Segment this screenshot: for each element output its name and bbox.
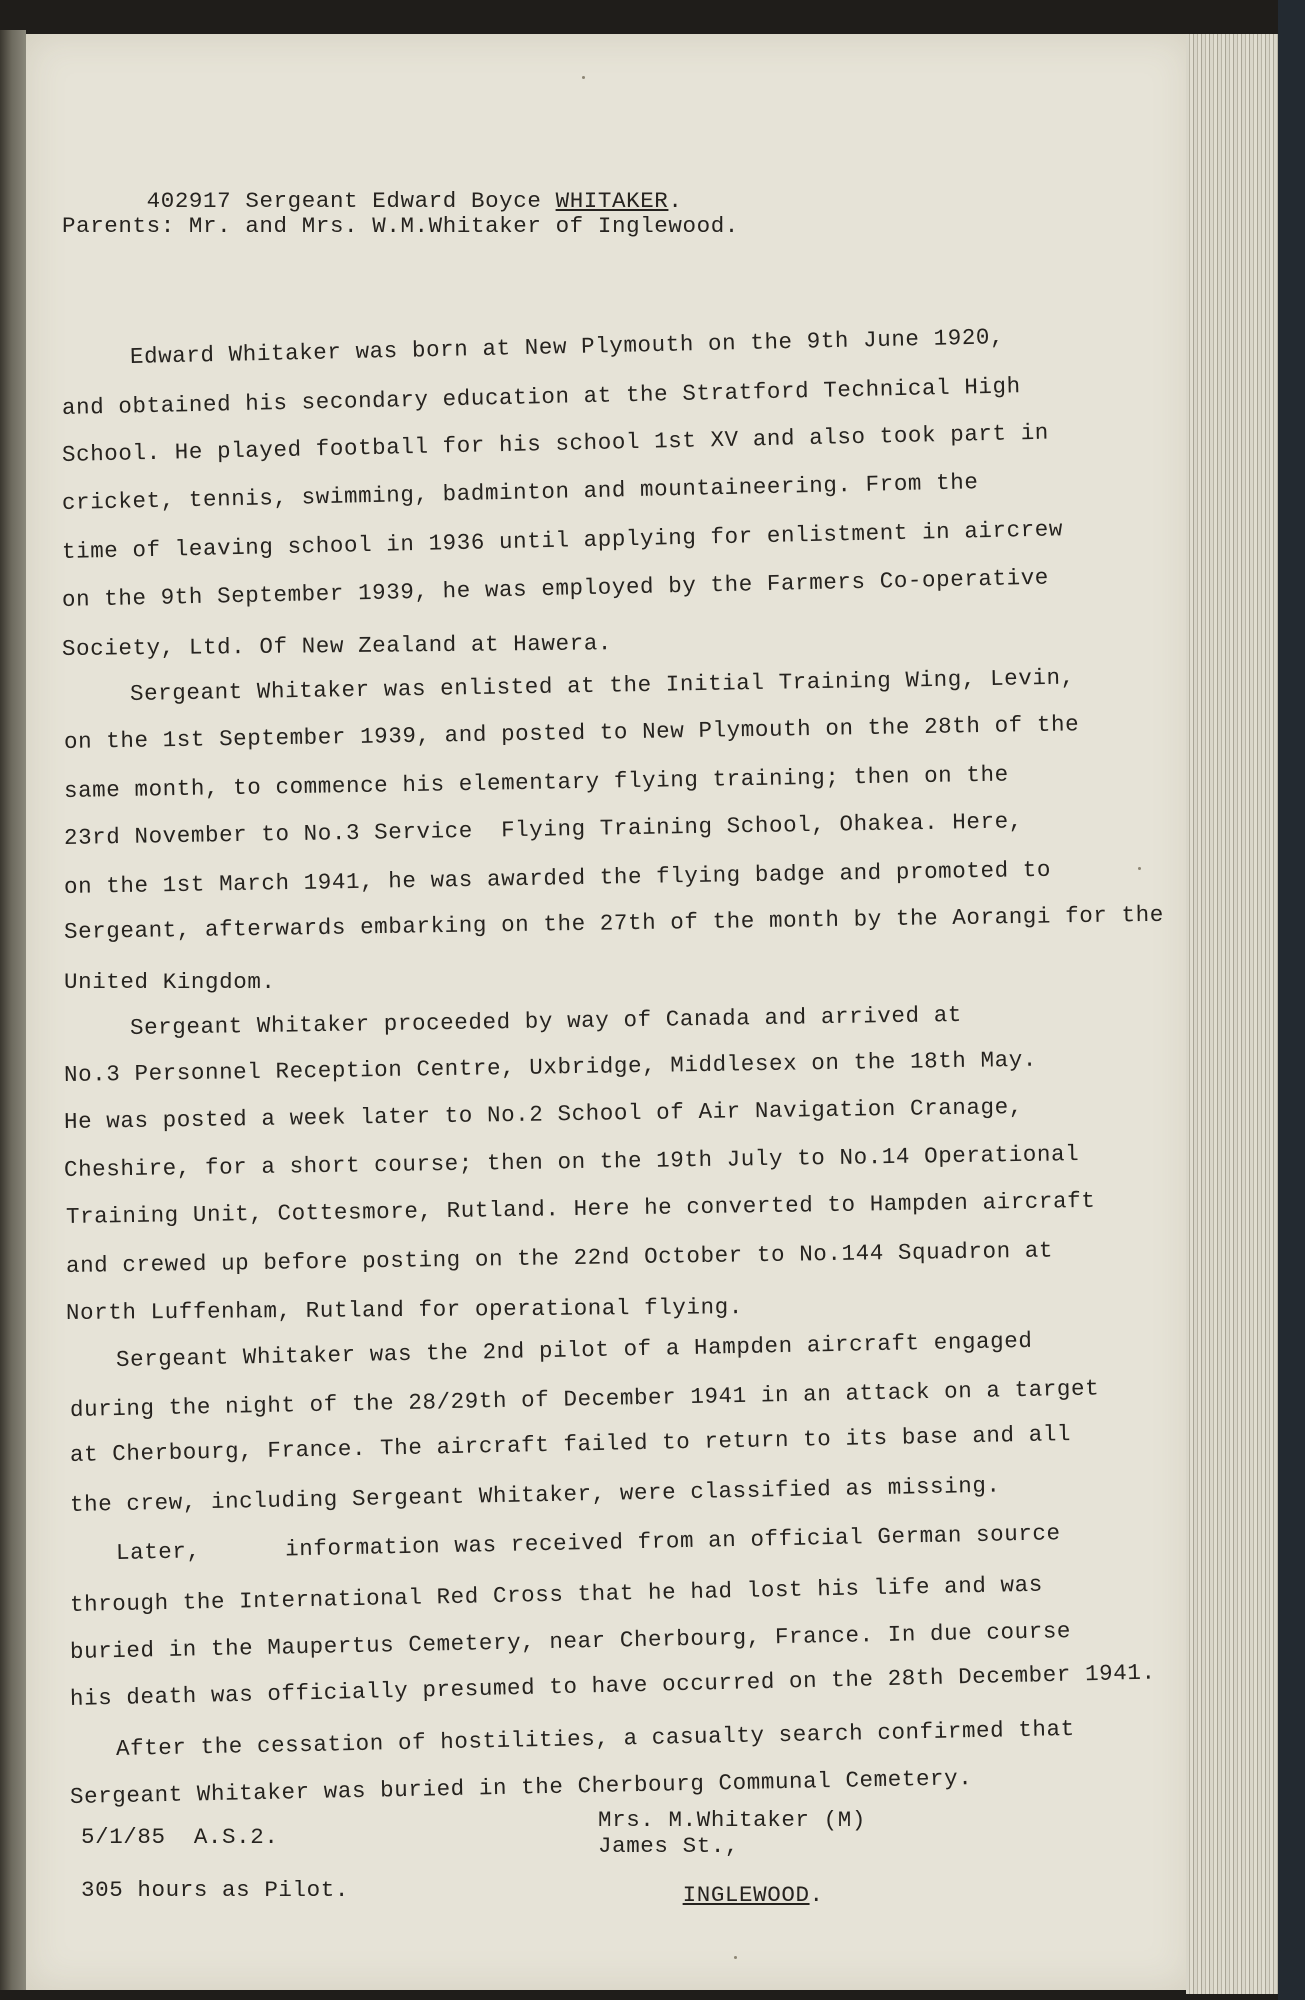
body-line: same month, to commence his elementary flying training; then on the [63,761,1009,804]
body-line: Sergeant Whitaker was buried in the Cherbourg Communal Cemetery. [69,1765,973,1810]
body-line: Sergeant Whitaker proceeded by way of Canada and arrived at [129,1001,963,1041]
date-reference: 5/1/85 A.S.2. [81,1824,279,1850]
body-line: buried in the Maupertus Cemetery, near Cherbourg, France. In due course [69,1618,1072,1665]
body-line: on the 9th September 1939, he was employed by the Farmers Co-operative [61,564,1050,613]
body-line: After the cessation of hostilities, a casualty search confirmed that [115,1715,1076,1762]
body-line: Later, information was received from an official German source [115,1520,1061,1566]
body-line: 23rd November to No.3 Service Flying Training School, Ohakea. Here, [63,808,1024,851]
body-line: Society, Ltd. Of New Zealand at Hawera. [61,630,613,662]
book-cover-edge [1278,0,1305,2000]
body-line: cricket, tennis, swimming, badminton and mountaineering. From the [61,469,979,516]
body-line: United Kingdom. [64,969,276,995]
body-line: the crew, including Sergeant Whitaker, were classified as missing. [69,1472,1001,1518]
body-line: Sergeant Whitaker was enlisted at the Initial Training Wing, Levin, [129,664,1075,707]
body-line: Sergeant, afterwards embarking on the 27th of the month by the Aorangi for the [63,901,1165,945]
surname: WHITAKER [555,187,669,214]
parents-line: Parents: Mr. and Mrs. W.M.Whitaker of Inglewood. [62,213,739,239]
body-line: Cheshire, for a short course; then on the 19th July to No.14 Operational [63,1141,1080,1183]
body-line: his death was officially presumed to have occurred on the 28th December 1941. [69,1659,1156,1712]
body-line: Training Unit, Cottesmore, Rutland. Here he converted to Hampden aircraft [65,1187,1096,1230]
paper-speck [734,1956,737,1959]
body-line: He was posted a week later to No.2 School of Air Navigation Cranage, [63,1093,1024,1135]
address-street: James St., [598,1833,740,1859]
record-heading: 402917 Sergeant Edward Boyce WHITAKER. [146,187,683,214]
page-block-edges [1186,34,1278,1994]
body-line: and crewed up before posting on the 22nd October to No.144 Squadron at [65,1237,1054,1279]
address-town: INGLEWOOD. [682,1881,824,1908]
body-line: at Cherbourg, France. The aircraft failed to return to its base and all [69,1421,1072,1468]
pilot-hours: 305 hours as Pilot. [81,1877,349,1903]
body-line: Sergeant Whitaker was the 2nd pilot of a Hampden aircraft engaged [115,1327,1033,1373]
body-line: through the International Red Cross that he had lost his life and was [69,1571,1044,1618]
body-line: time of leaving school in 1936 until applying for enlistment in aircrew [61,516,1064,565]
body-line: School. He played football for his school 1st XV and also took part in [61,419,1050,468]
body-line: on the 1st September 1939, and posted to New Plymouth on the 28th of the [63,711,1080,755]
book-left-edge [0,30,26,1990]
body-line: No.3 Personnel Reception Centre, Uxbridge, Middlesex on the 18th May. [63,1046,1038,1088]
body-line: and obtained his secondary education at the Stratford Technical High [61,373,1021,421]
body-line: on the 1st March 1941, he was awarded the flying badge and promoted to [63,856,1052,900]
address-name: Mrs. M.Whitaker (M) [598,1807,866,1833]
paper-speck [582,76,585,79]
body-line: North Luffenham, Rutland for operational flying. [65,1294,743,1326]
page-sheet [26,34,1192,1990]
body-line: Edward Whitaker was born at New Plymouth on the 9th June 1920, [129,324,1005,370]
service-rank-name: 402917 Sergeant Edward Boyce [146,187,556,214]
body-line: during the night of the 28/29th of December 1941 in an attack on a target [69,1375,1100,1423]
paper-speck [1138,867,1141,870]
